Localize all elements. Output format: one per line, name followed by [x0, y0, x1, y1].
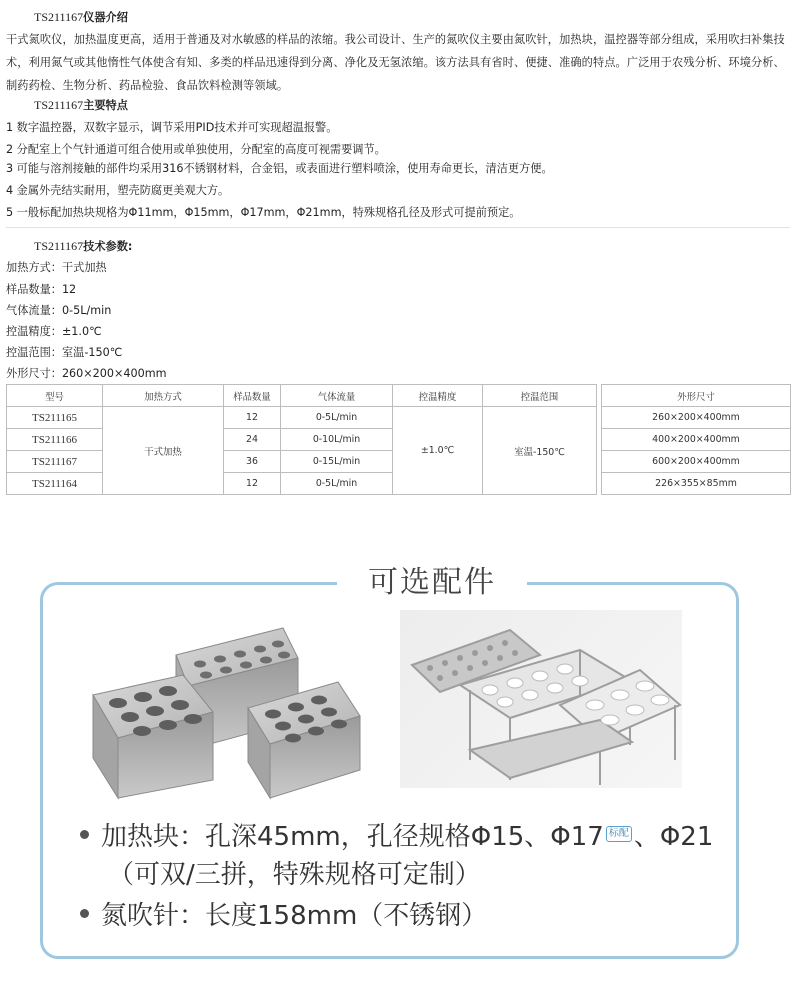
intro-heading: [34, 10, 128, 25]
feature-item: 3 可能与溶剂接触的部件均采用316不锈钢材料，合金铝，或表面进行塑料喷涂，使用寿命更长，清洁更方便。: [6, 162, 553, 175]
feature-item: 1 数字温控器，双数字显示，调节采用PID技术并可实现超温报警。: [6, 121, 338, 134]
spec-item: 样品数量：12: [6, 283, 77, 296]
col-header-samples: 样品数量: [224, 385, 281, 407]
cell-flow: 0-10L/min: [281, 429, 393, 451]
accessories-panel: [40, 565, 739, 959]
feature-item: 2 分配室上个气针通道可组合使用或单独使用，分配室的高度可视需要调节。: [6, 143, 386, 156]
cell-model: TS211167: [7, 451, 103, 473]
col-header-range: 控温范围: [483, 385, 597, 407]
cell-size: 226×355×85mm: [602, 473, 791, 495]
accessory-line-note: （可双/三拼，特殊规格可定制）: [108, 860, 481, 890]
cell-model: TS211165: [7, 407, 103, 429]
cell-model: TS211166: [7, 429, 103, 451]
cell-samples: 24: [224, 429, 281, 451]
spec-item: 控温范围：室温-150℃: [6, 346, 123, 359]
spec-item: 气体流量：0-5L/min: [6, 304, 112, 317]
features-heading-title: 主要特点: [83, 99, 128, 112]
cell-size: 400×200×400mm: [602, 429, 791, 451]
intro-heading-title: 仪器介绍: [83, 11, 128, 24]
intro-heading-model: TS211167: [34, 10, 84, 24]
accessories-title: 可选配件: [337, 565, 527, 603]
cell-precision: ±1.0℃: [393, 407, 483, 495]
spec-item: 外形尺寸：260×200×400mm: [6, 367, 167, 380]
cell-model: TS211164: [7, 473, 103, 495]
col-header-flow: 气体流量: [281, 385, 393, 407]
feature-item: 5 一般标配加热块规格为Φ11mm，Φ15mm，Φ17mm，Φ21mm，特殊规格孔径及形式可提前预定。: [6, 206, 521, 219]
cell-samples: 36: [224, 451, 281, 473]
cell-size: 600×200×400mm: [602, 451, 791, 473]
table-row: [7, 407, 791, 429]
standard-tag: 标配: [606, 826, 632, 842]
cell-size: 260×200×400mm: [602, 407, 791, 429]
spec-table: [6, 384, 791, 495]
col-header-model: 型号: [7, 385, 103, 407]
accessory-line-needle: [80, 900, 487, 932]
col-header-size: 外形尺寸: [602, 385, 791, 407]
features-heading: [34, 98, 128, 113]
cell-samples: 12: [224, 407, 281, 429]
heating-block-text: 加热块：孔深45mm，孔径规格Φ15、Φ17: [101, 822, 604, 852]
needle-text: 氮吹针：长度158mm（不锈钢）: [101, 901, 488, 931]
features-heading-model: TS211167: [34, 98, 84, 112]
specs-heading-title: 技术参数:: [83, 240, 133, 253]
spec-item: 控温精度：±1.0℃: [6, 325, 102, 338]
heating-block-text-tail: 、Φ21: [633, 822, 714, 852]
cell-samples: 12: [224, 473, 281, 495]
specs-heading-model: TS211167: [34, 239, 84, 253]
table-header-row: [7, 385, 791, 407]
cell-range: 室温-150℃: [483, 407, 597, 495]
section-divider: [6, 227, 790, 228]
heating-blocks-image: [88, 620, 368, 800]
accessory-line-heating-block: [80, 821, 713, 853]
col-header-precision: 控温精度: [393, 385, 483, 407]
needle-racks-image: [400, 610, 682, 788]
specs-heading: [34, 239, 132, 254]
intro-paragraph: 干式氮吹仪，加热温度更高，适用于普通及对水敏感的样品的浓缩。我公司设计、生产的氮吹仪主要由氮吹针，加热块，温控器等部分组成，采用吹扫补集技术，利用氮气或其他惰性气体使含有知、多类的样品迅速得到分离、净化及无氢浓缩。该方法具有省时、便捷、准确的特点。广泛用于农残分析、环境分析、制药药检、生物分析、药品检验、食品饮料检测等领域。: [6, 33, 785, 92]
bullet-dot-icon: [80, 909, 89, 918]
cell-flow: 0-5L/min: [281, 473, 393, 495]
cell-flow: 0-15L/min: [281, 451, 393, 473]
cell-heating: 干式加热: [103, 407, 224, 495]
cell-flow: 0-5L/min: [281, 407, 393, 429]
spec-item: 加热方式：干式加热: [6, 261, 107, 274]
col-header-heating: 加热方式: [103, 385, 224, 407]
feature-item: 4 金属外壳结实耐用，塑壳防腐更美观大方。: [6, 184, 230, 197]
bullet-dot-icon: [80, 830, 89, 839]
